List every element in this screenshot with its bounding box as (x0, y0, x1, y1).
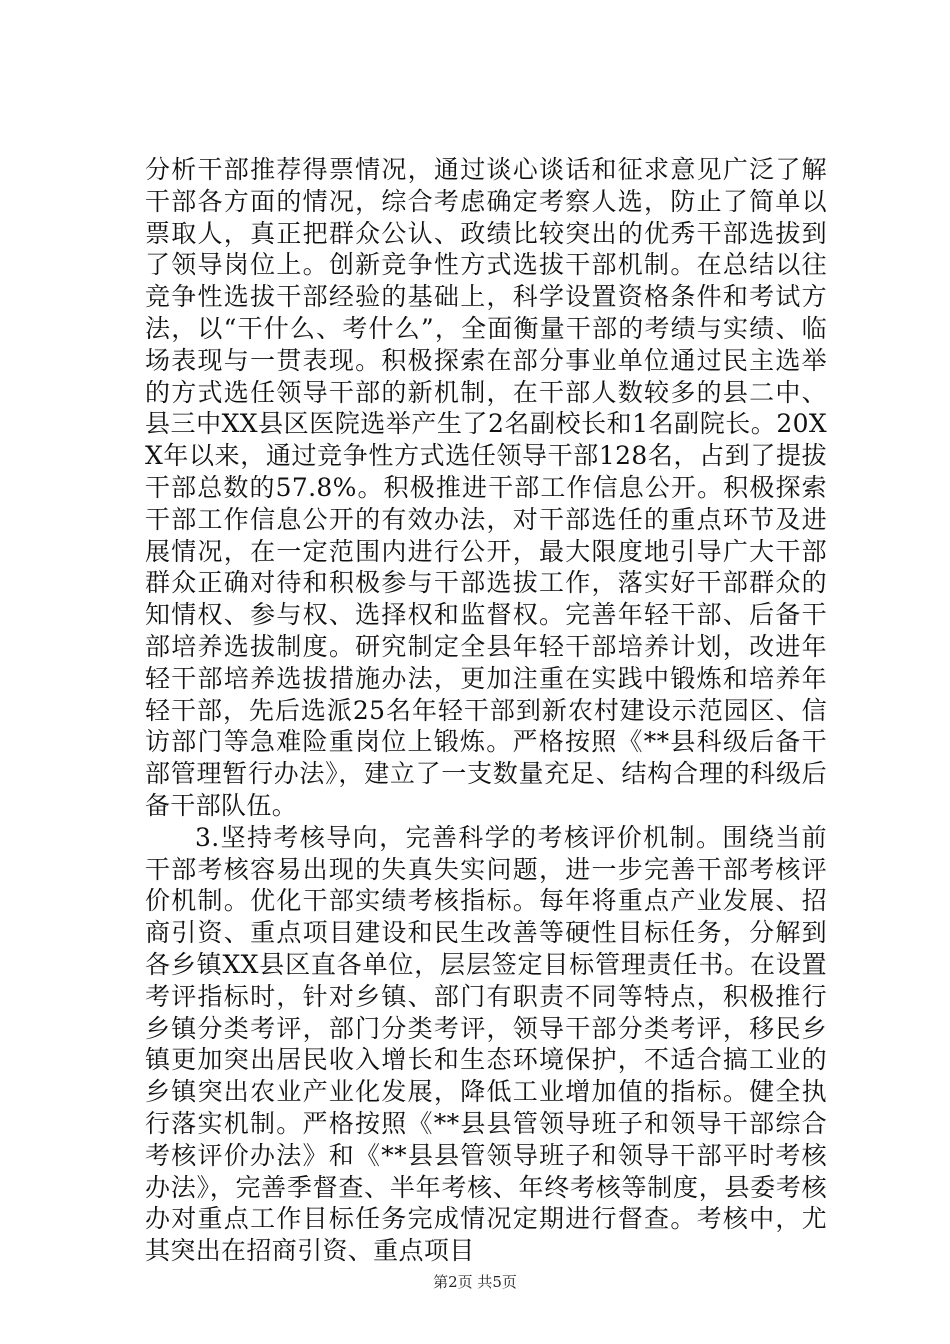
paragraph-cadre-selection: 分析干部推荐得票情况，通过谈心谈话和征求意见广泛了解干部各方面的情况，综合考虑确定考察人选，防止了简单以票取人，真正把群众公认、政绩比较突出的优秀干部选拔到了领导岗位上。创新竞争性方式选拔干部机制。在总结以往竞争性选拔干部经验的基础上，科学设置资格条件和考试方法，以“干什么、考什么”，全面衡量干部的考绩与实绩、临场表现与一贯表现。积极探索在部分事业单位通过民主选举的方式选任领导干部的新机制，在干部人数较多的县二中、县三中XX县区医院选举产生了2名副校长和1名副院长。20XX年以来，通过竞争性方式选任领导干部128名，占到了提拔干部总数的57.8%。积极推进干部工作信息公开。积极探索干部工作信息公开的有效办法，对干部选任的重点环节及进展情况，在一定范围内进行公开，最大限度地引导广大干部群众正确对待和积极参与干部选拔工作，落实好干部群众的知情权、参与权、选择权和监督权。完善年轻干部、后备干部培养选拔制度。研究制定全县年轻干部培养计划，改进年轻干部培养选拔措施办法，更加注重在实践中锻炼和培养年轻干部，先后选派25名年轻干部到新农村建设示范园区、信访部门等急难险重岗位上锻炼。严格按照《**县科级后备干部管理暂行办法》，建立了一支数量充足、结构合理的科级后备干部队伍。 (145, 155, 827, 820)
document-body (145, 154, 827, 1267)
paragraph-assessment-mechanism: 3.坚持考核导向，完善科学的考核评价机制。围绕当前干部考核容易出现的失真失实问题，进一步完善干部考核评价机制。优化干部实绩考核指标。每年将重点产业发展、招商引资、重点项目建设和民生改善等硬性目标任务，分解到各乡镇XX县区直各单位，层层签定目标管理责任书。在设置考评指标时，针对乡镇、部门有职责不同等特点，积极推行乡镇分类考评，部门分类考评，领导干部分类考评，移民乡镇更加突出居民收入增长和生态环境保护，不适合搞工业的乡镇突出农业产业化发展，降低工业增加值的指标。健全执行落实机制。严格按照《**县县管领导班子和领导干部综合考核评价办法》和《**县县管领导班子和领导干部平时考核办法》，完善季督查、半年考核、年终考核等制度，县委考核办对重点工作目标任务完成情况定期进行督查。考核中，尤其突出在招商引资、重点项目 (145, 822, 827, 1266)
page-number-footer: 第2页 共5页 (433, 1273, 517, 1291)
